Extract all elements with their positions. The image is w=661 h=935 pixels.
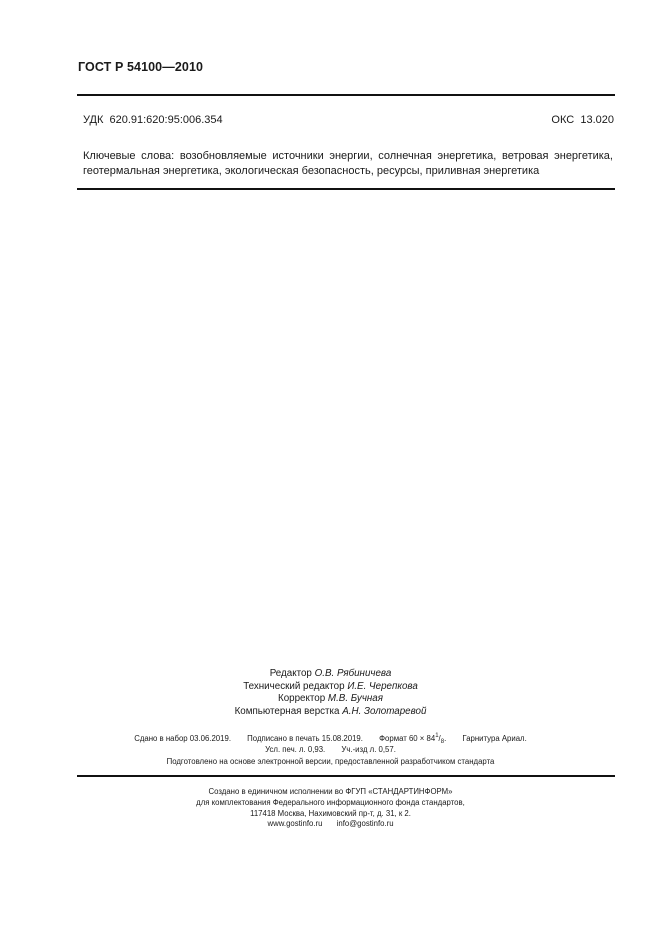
imprint-line-2 [0,745,661,754]
credit-layout: Компьютерная верстка А.Н. Золотаревой [234,705,427,717]
standard-id: ГОСТ Р 54100—2010 [78,60,204,74]
publisher-line-2: для комплектования Федерального информационного фонда стандартов, [196,797,465,807]
imprint-line-1 [0,733,661,745]
typeface: Гарнитура Ариал. [462,734,527,743]
oks-label: ОКС [551,114,575,126]
paper-format: Формат 60 × 841/8. [379,733,447,745]
udk-code [83,114,223,126]
credit-proofreader: Корректор М.В. Бучная [278,693,383,705]
divider-bottom [77,775,615,777]
print-sheets: Усл. печ. л. 0,93. [265,745,326,754]
credits-block [0,668,661,718]
prepared-note: Подготовлено на основе электронной версии, предоставленной разработчиком стандарта [166,757,495,766]
email-link[interactable]: info@gostinfo.ru [336,819,394,829]
publisher-block [0,787,661,830]
submitted-date: Сдано в набор 03.06.2019. [134,734,231,743]
publisher-address: 117418 Москва, Нахимовский пр-т, д. 31, к 2. [250,808,411,818]
publisher-line-1: Создано в единичном исполнении во ФГУП «СТАНДАРТИНФОРМ» [208,787,453,796]
oks-code [551,114,614,126]
credit-technical-editor: Технический редактор И.Е. Черепкова [243,680,418,692]
divider-top [77,94,615,96]
edit-sheets: Уч.-изд л. 0,57. [341,745,396,754]
udk-label: УДК [83,114,104,126]
signed-date: Подписано в печать 15.08.2019. [247,734,363,743]
divider-keywords [77,188,615,190]
keywords-paragraph: Ключевые слова: возобновляемые источники энергии, солнечная энергетика, ветровая энергетика, геотермальная энергетика, экологическая безопасность, ресурсы, приливная энергетика [83,150,613,177]
publisher-contacts [0,819,661,830]
credit-editor: Редактор О.В. Рябиничева [269,668,392,679]
website-link[interactable]: www.gostinfo.ru [267,819,323,829]
udk-value: 620.91:620:95:006.354 [109,114,223,126]
oks-value: 13.020 [580,114,614,126]
